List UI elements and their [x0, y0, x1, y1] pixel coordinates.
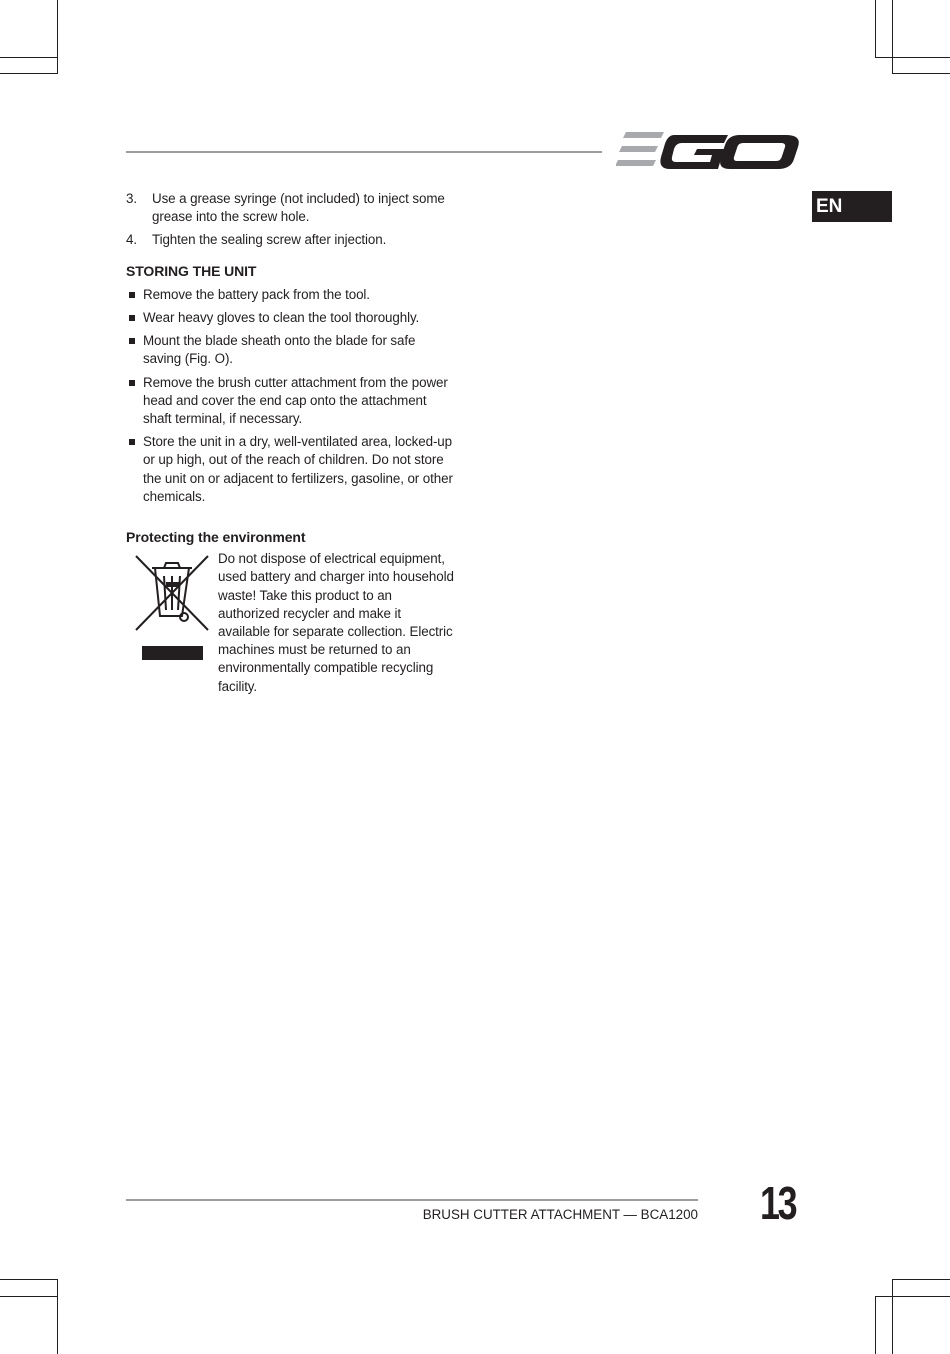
crop-mark: [875, 1296, 950, 1297]
weee-underline-bar: [142, 646, 203, 660]
step-item: [126, 190, 456, 226]
crop-mark: [57, 0, 58, 74]
main-content: [126, 190, 456, 696]
crop-mark: [0, 1279, 58, 1280]
storing-heading: STORING THE UNIT: [126, 262, 257, 279]
crop-mark: [875, 57, 950, 58]
crop-mark: [57, 1280, 58, 1354]
storing-list-item: [126, 374, 456, 429]
language-tab: EN: [812, 191, 892, 222]
bullet-square-icon: [126, 433, 143, 506]
environment-heading: Protecting the environment: [126, 529, 306, 546]
environment-text: Do not dispose of electrical equipment, used battery and charger into household waste! Take this product to an authorized recycler and make it available for separate collection. Electric machines must be returned to an environmentally compatible recycling facility.: [218, 551, 454, 694]
crop-mark: [0, 73, 58, 74]
crop-mark: [892, 1279, 893, 1354]
storing-item-text: Remove the brush cutter attachment from the power head and cover the end cap onto the attachment shaft terminal, if necessary.: [143, 374, 448, 427]
bullet-square-icon: [126, 374, 143, 429]
crop-mark: [892, 1279, 950, 1280]
step-text: Tighten the sealing screw after injection.: [152, 232, 387, 248]
footer-title: BRUSH CUTTER ATTACHMENT — BCA1200: [422, 1207, 698, 1222]
step-number: 4.: [126, 232, 137, 248]
step-item: [126, 231, 456, 249]
header-rule: [126, 151, 602, 153]
storing-item-text: Mount the blade sheath onto the blade for safe saving (Fig. O).: [143, 333, 416, 367]
crop-mark: [875, 1296, 876, 1354]
bullet-square-icon: [126, 286, 143, 304]
storing-list-item: [126, 309, 456, 327]
storing-list-item: [126, 332, 456, 368]
weee-crossed-bin-icon: [134, 554, 210, 634]
crop-mark: [875, 0, 876, 58]
storing-item-text: Remove the battery pack from the tool.: [143, 286, 370, 302]
step-text: Use a grease syringe (not included) to inject some grease into the screw hole.: [152, 191, 445, 225]
footer-rule: [126, 1199, 698, 1201]
page-number: 13: [760, 1177, 796, 1229]
bullet-square-icon: [126, 332, 143, 368]
ego-logo: [616, 127, 802, 175]
crop-mark: [892, 0, 893, 74]
crop-mark: [892, 73, 950, 74]
bullet-square-icon: [126, 309, 143, 327]
weee-symbol: [126, 550, 218, 674]
environment-block: [126, 550, 456, 696]
crop-mark: [0, 1296, 58, 1297]
step-number: 3.: [126, 191, 137, 206]
storing-list-item: [126, 286, 456, 304]
crop-mark: [0, 57, 58, 58]
storing-list-item: [126, 433, 456, 506]
storing-item-text: Wear heavy gloves to clean the tool thoroughly.: [143, 310, 420, 326]
storing-item-text: Store the unit in a dry, well-ventilated area, locked-up or up high, out of the reach of children. Do not store the unit on or adjacent to fertilizers, gasoline, or other chemicals.: [143, 434, 453, 504]
